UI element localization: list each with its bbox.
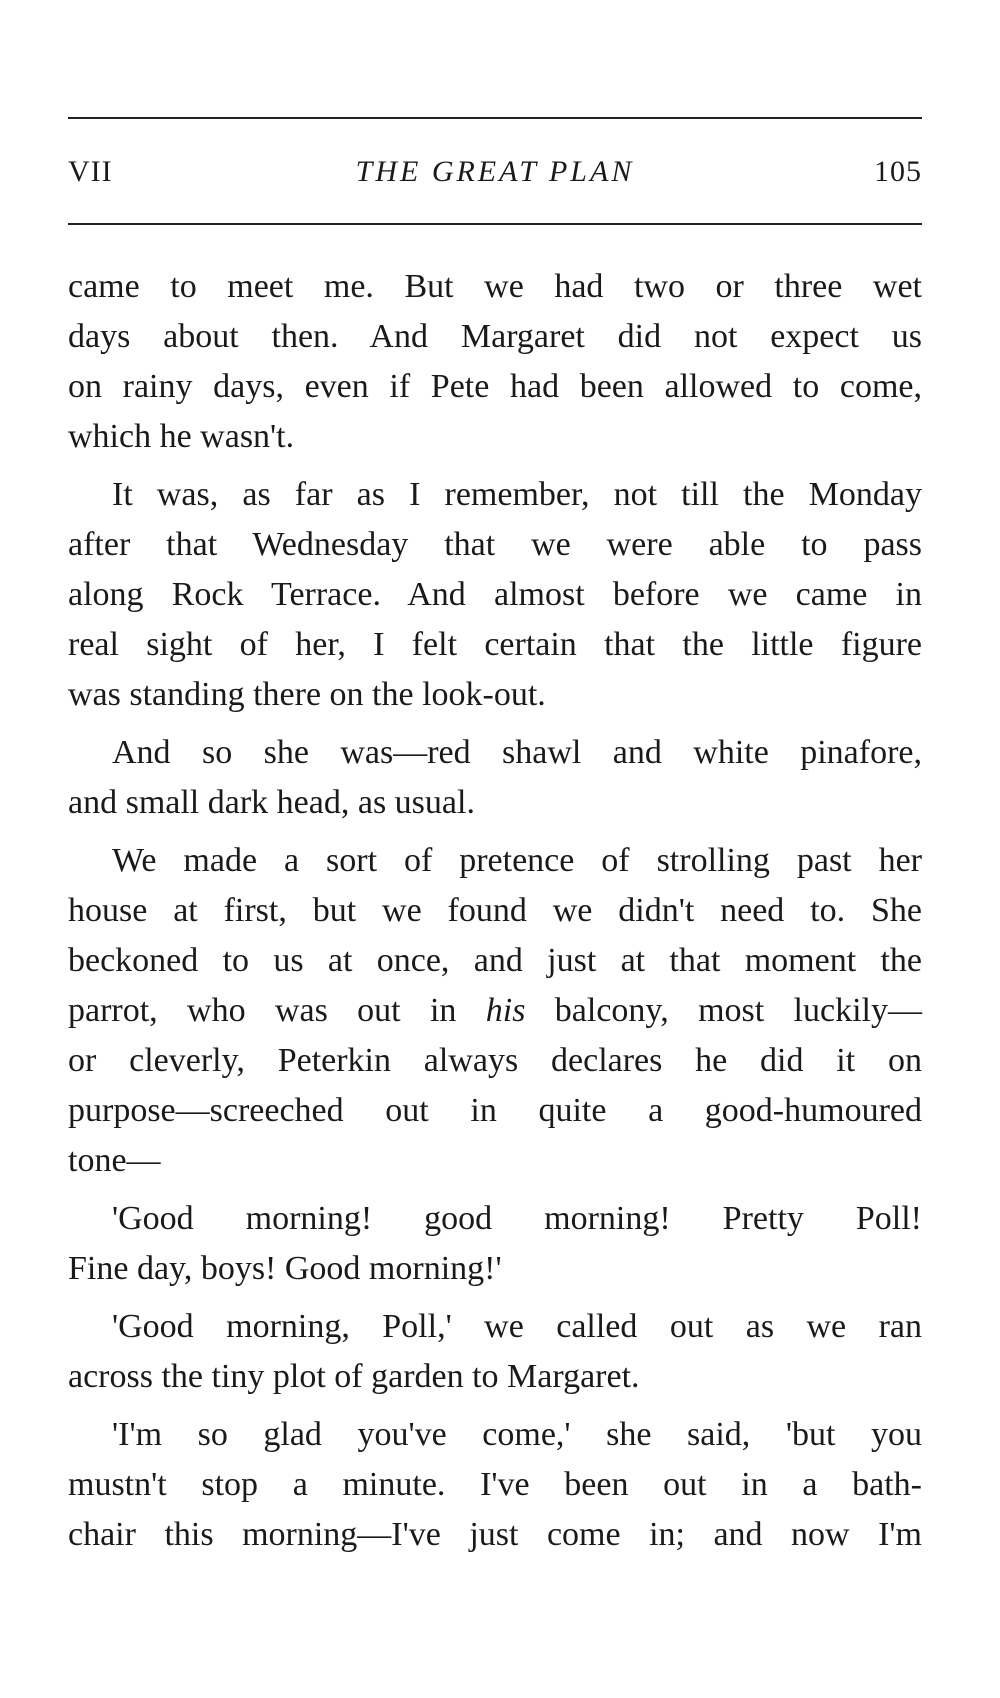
text-line: 'Good morning, Poll,' we called out as we ran [112, 1308, 922, 1345]
text-line: was standing there on the look-out. [68, 676, 546, 713]
page-number: 105 [874, 155, 922, 188]
paragraph [68, 836, 922, 1186]
text-line: real sight of her, I felt certain that the little figure [68, 626, 922, 663]
text-line: tone— [68, 1142, 161, 1179]
paragraph [68, 1302, 922, 1402]
text-line: And so she was—red shawl and white pinafore, [112, 734, 922, 771]
text-line: house at first, but we found we didn't need to. She [68, 892, 922, 929]
text-line: mustn't stop a minute. I've been out in a bath- [68, 1466, 922, 1503]
text-line: which he wasn't. [68, 418, 295, 455]
text-line: We made a sort of pretence of strolling past her [112, 842, 922, 879]
paragraph [68, 1410, 922, 1560]
text-line: It was, as far as I remember, not till the Monday [112, 476, 922, 513]
page-body [68, 262, 922, 1568]
chapter-number: VII [68, 155, 113, 188]
italic-word: his [485, 992, 526, 1029]
running-title: THE GREAT PLAN [355, 155, 635, 188]
paragraph [68, 1194, 922, 1294]
text-line: 'I'm so glad you've come,' she said, 'but you [112, 1416, 922, 1453]
text-line: after that Wednesday that we were able to pass [68, 526, 922, 563]
header-bottom-rule [68, 223, 922, 225]
paragraph [68, 262, 922, 462]
text-line: or cleverly, Peterkin always declares he did it on [68, 1042, 922, 1079]
text-line: chair this morning—I've just come in; and now I'm [68, 1516, 922, 1553]
text-line: came to meet me. But we had two or three wet [68, 268, 922, 305]
text-line: on rainy days, even if Pete had been allowed to come, [68, 368, 922, 405]
text-line: along Rock Terrace. And almost before we came in [68, 576, 922, 613]
text-line: parrot, who was out in his balcony, most luckily— [68, 992, 922, 1029]
text-line: days about then. And Margaret did not expect us [68, 318, 922, 355]
text-line: and small dark head, as usual. [68, 784, 475, 821]
text-line: purpose—screeched out in quite a good-humoured [68, 1092, 922, 1129]
text-line: beckoned to us at once, and just at that moment the [68, 942, 922, 979]
paragraph [68, 470, 922, 720]
header-top-rule [68, 117, 922, 119]
running-header [68, 150, 922, 194]
text-line: across the tiny plot of garden to Margaret. [68, 1358, 640, 1395]
text-line: Fine day, boys! Good morning!' [68, 1250, 502, 1287]
text-line: 'Good morning! good morning! Pretty Poll! [112, 1200, 922, 1237]
paragraph [68, 728, 922, 828]
